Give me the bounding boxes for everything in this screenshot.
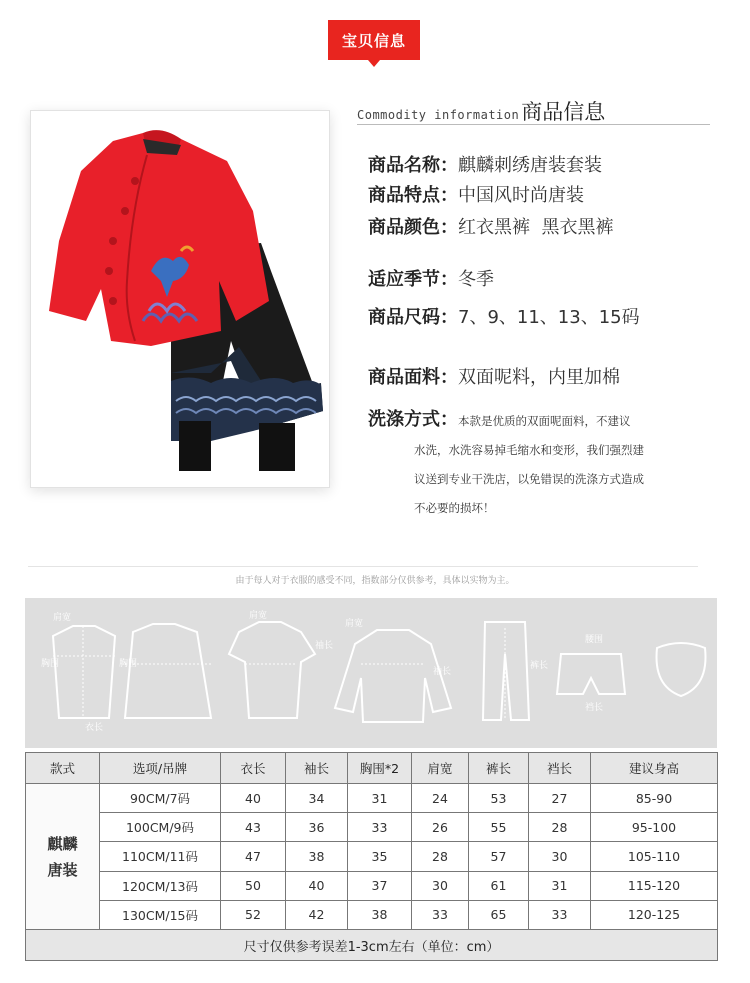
table-cell: 30: [529, 842, 591, 871]
table-cell: 120-125: [591, 900, 718, 929]
table-row: [26, 842, 718, 871]
section-badge: 宝贝信息: [328, 20, 420, 60]
table-cell: 40: [221, 784, 286, 813]
diagram-label-shoulder: 肩宽: [53, 612, 72, 622]
table-cell: 28: [529, 813, 591, 842]
header-sleeve: 袖长: [286, 753, 348, 784]
measurement-diagram: [25, 598, 717, 748]
table-cell: 55: [469, 813, 529, 842]
spec-row-feature: 商品特点：中国风时尚唐装: [368, 185, 584, 206]
diagram-label-sleeve: 袖长: [315, 640, 334, 650]
header-pants: 裤长: [469, 753, 529, 784]
table-cell: 65: [469, 900, 529, 929]
table-cell: 43: [221, 813, 286, 842]
table-cell: 110CM/11码: [100, 842, 221, 871]
table-cell: 31: [348, 784, 412, 813]
info-title: [357, 96, 605, 126]
table-cell: 47: [221, 842, 286, 871]
table-cell: 85-90: [591, 784, 718, 813]
table-cell: 31: [529, 871, 591, 900]
header-option: 选项/吊牌: [100, 753, 221, 784]
header-crotch: 裆长: [529, 753, 591, 784]
table-cell: 35: [348, 842, 412, 871]
spec-row-name: 商品名称：麒麟刺绣唐装套装: [368, 155, 602, 176]
note-divider: [28, 566, 698, 567]
table-cell: 57: [469, 842, 529, 871]
table-cell: 30: [412, 871, 469, 900]
table-row: [26, 900, 718, 929]
diagram-label-pants: 裤长: [530, 660, 549, 670]
table-cell: 53: [469, 784, 529, 813]
info-title-en: Commodity information: [357, 108, 520, 122]
table-cell: 33: [348, 813, 412, 842]
table-cell: 27: [529, 784, 591, 813]
table-cell: 115-120: [591, 871, 718, 900]
info-title-zh: 商品信息: [521, 100, 606, 124]
table-cell: 28: [412, 842, 469, 871]
diagram-label-shoulder-3: 肩宽: [345, 618, 364, 628]
spec-row-fabric: 商品面料：双面呢料，内里加棉: [368, 367, 620, 388]
size-note: 由于每人对于衣服的感受不同，指数部分仅供参考，具体以实物为主。: [235, 576, 515, 586]
diagram-label-sleeve-2: 袖长: [433, 666, 452, 676]
table-cell: 33: [412, 900, 469, 929]
table-footer-row: [26, 930, 718, 961]
table-row: [26, 813, 718, 842]
diagram-label-length: 衣长: [85, 722, 104, 732]
table-cell: 105-110: [591, 842, 718, 871]
spec-row-size: 商品尺码：7、9、11、13、15码: [368, 307, 640, 328]
table-cell: 34: [286, 784, 348, 813]
table-cell: 36: [286, 813, 348, 842]
table-cell: 33: [529, 900, 591, 929]
spec-row-color: 商品颜色：红衣黑裤 黑衣黑裤: [368, 217, 614, 238]
model-name: 麒麟唐装: [26, 784, 100, 930]
header-height: 建议身高: [591, 753, 718, 784]
product-illustration: [31, 111, 329, 487]
table-cell: 90CM/7码: [100, 784, 221, 813]
diagram-label-waist: 腰围: [585, 634, 604, 644]
table-cell: 52: [221, 900, 286, 929]
table-row: [26, 784, 718, 813]
diagram-label-chest: 胸围: [41, 658, 60, 668]
table-cell: 42: [286, 900, 348, 929]
table-cell: 50: [221, 871, 286, 900]
diagram-label-shoulder-2: 肩宽: [249, 610, 268, 620]
table-cell: 61: [469, 871, 529, 900]
info-title-divider: [357, 124, 710, 125]
table-cell: 130CM/15码: [100, 900, 221, 929]
product-photo: [30, 110, 330, 488]
size-table-header: [26, 753, 718, 784]
table-cell: 100CM/9码: [100, 813, 221, 842]
table-footer: 尺寸仅供参考误差1-3cm左右（单位：cm）: [26, 930, 718, 961]
size-table: [25, 752, 718, 961]
header-style: 款式: [26, 753, 100, 784]
table-cell: 38: [348, 900, 412, 929]
header-shoulder: 肩宽: [412, 753, 469, 784]
header-length: 衣长: [221, 753, 286, 784]
table-cell: 26: [412, 813, 469, 842]
diagram-label-chest-2: 胸围: [119, 658, 138, 668]
table-cell: 38: [286, 842, 348, 871]
table-cell: 95-100: [591, 813, 718, 842]
spec-row-wash: 洗涤方式：本款是优质的双面呢面料，不建议 水洗，水洗容易掉毛缩水和变形，我们强烈建 议送到专业干洗店，以免错误的洗涤方式造成 不必要的损坏！: [368, 409, 644, 515]
measurement-icons: [25, 598, 717, 748]
table-cell: 120CM/13码: [100, 871, 221, 900]
diagram-label-crotch: 裆长: [585, 702, 604, 712]
table-cell: 24: [412, 784, 469, 813]
table-cell: 37: [348, 871, 412, 900]
table-row: [26, 871, 718, 900]
table-cell: 40: [286, 871, 348, 900]
header-chest: 胸围*2: [348, 753, 412, 784]
spec-row-season: 适应季节：冬季: [368, 269, 494, 290]
